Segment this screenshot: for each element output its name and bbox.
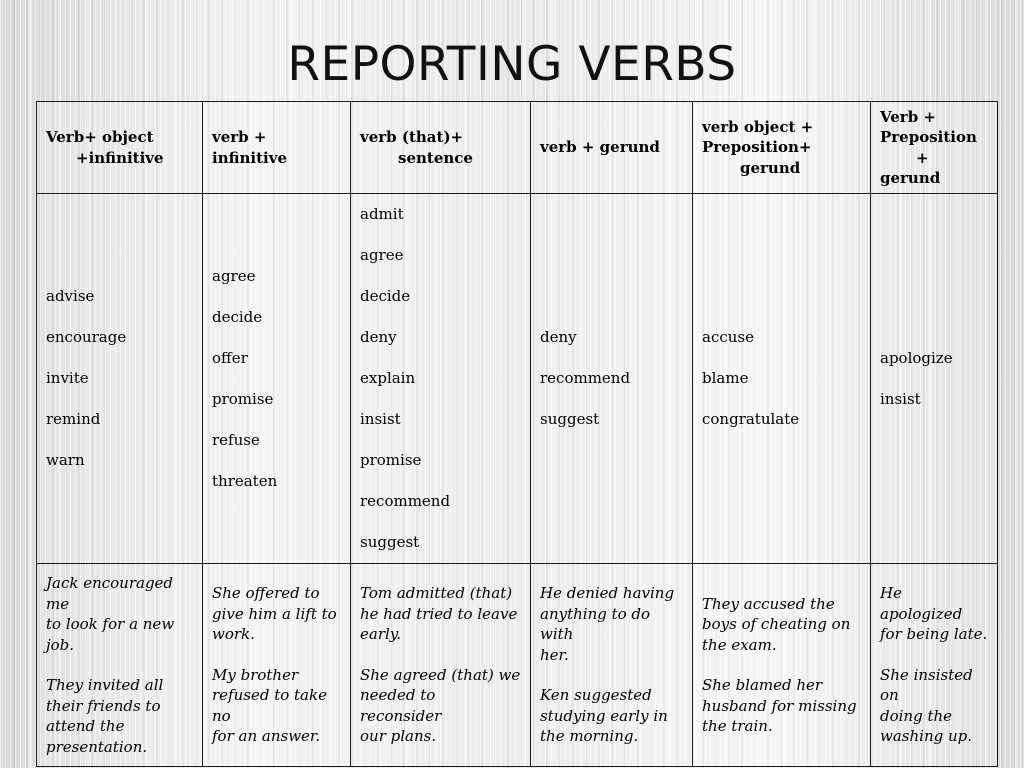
example-cell — [693, 564, 871, 767]
verb-item: accuse — [702, 328, 754, 346]
verbs-cell — [693, 194, 871, 564]
example-line: boys of cheating on — [702, 615, 851, 633]
verb-item: suggest — [360, 533, 420, 551]
example-line: for being late. — [880, 625, 988, 644]
verb-item: congratulate — [702, 410, 800, 428]
example-line: attend the — [46, 717, 125, 735]
example-line: her. — [540, 645, 569, 664]
examples-row — [37, 564, 998, 767]
example-cell — [203, 564, 351, 767]
header-verb-preposition-gerund — [871, 102, 998, 194]
header-line: Verb + — [880, 107, 936, 126]
example-line: They invited all — [46, 676, 164, 694]
example-line: Ken suggested — [540, 686, 652, 705]
example-line: early. — [360, 625, 402, 644]
verbs-cell — [37, 194, 203, 564]
header-line: + — [916, 148, 929, 167]
verb-item: threaten — [212, 471, 278, 490]
example-line: She blamed her — [702, 676, 823, 694]
example-line: their friends to — [46, 696, 161, 715]
example-line: doing the — [880, 706, 953, 725]
example-gap — [540, 665, 683, 685]
example-line: My brother — [212, 665, 299, 684]
verb-item: blame — [702, 369, 749, 387]
header-line: gerund — [740, 158, 801, 177]
verbs-cell — [871, 194, 998, 564]
verb-item: apologize — [880, 348, 953, 367]
example-line: She agreed (that) we — [360, 665, 521, 684]
verb-item: suggest — [540, 410, 600, 428]
verb-item: warn — [46, 451, 85, 469]
header-line: Preposition+ — [702, 138, 812, 157]
header-line: verb (that)+ — [360, 128, 464, 146]
example-line: She offered to — [212, 584, 320, 603]
header-line: verb + gerund — [540, 138, 660, 157]
reporting-verbs-table — [36, 101, 998, 767]
example-line: for an answer. — [212, 727, 321, 746]
verbs-row — [37, 194, 998, 564]
verbs-cell — [351, 194, 531, 564]
example-line: the exam. — [702, 635, 777, 654]
verb-item: invite — [46, 369, 89, 387]
header-line: gerund — [880, 169, 941, 187]
header-verb-object-infinitive — [37, 102, 203, 194]
verb-item: insist — [360, 410, 401, 428]
verb-item: remind — [46, 410, 101, 428]
example-gap — [702, 655, 861, 675]
verbs-cell — [531, 194, 693, 564]
example-line: He denied having — [540, 584, 675, 603]
example-cell — [351, 564, 531, 767]
verb-item: recommend — [360, 492, 451, 510]
example-cell — [531, 564, 693, 767]
example-line: the morning. — [540, 727, 639, 746]
example-line: anything to do with — [540, 604, 651, 644]
header-line: Verb+ object — [46, 128, 154, 146]
verb-item: deny — [360, 328, 397, 346]
example-line: Tom admitted (that) — [360, 584, 513, 603]
example-gap — [880, 645, 988, 665]
verb-item: agree — [360, 246, 404, 264]
verb-item: insist — [880, 389, 921, 408]
header-row — [37, 102, 998, 194]
header-verb-infinitive — [203, 102, 351, 194]
example-line: husband for missing — [702, 696, 857, 715]
header-line: verb + infinitive — [212, 128, 287, 167]
example-line: Jack encouraged me — [46, 574, 174, 613]
example-line: needed to reconsider — [360, 686, 442, 725]
example-line: studying early in — [540, 706, 668, 725]
verb-item: promise — [212, 389, 274, 408]
verb-item: deny — [540, 328, 577, 346]
example-line: They accused the — [702, 594, 835, 613]
header-verb-gerund — [531, 102, 693, 194]
verb-item: offer — [212, 348, 248, 367]
example-gap — [212, 645, 341, 665]
verb-item: agree — [212, 266, 256, 285]
verb-item: encourage — [46, 328, 127, 346]
example-line: the train. — [702, 717, 773, 735]
verbs-cell — [203, 194, 351, 564]
verb-item: admit — [360, 205, 404, 223]
example-line: he had tried to leave — [360, 604, 518, 623]
verb-item: decide — [212, 307, 263, 326]
example-line: work. — [212, 625, 255, 644]
page-title: REPORTING VERBS — [287, 37, 737, 92]
header-line: sentence — [398, 148, 473, 167]
example-line: She insisted on — [880, 665, 973, 705]
header-line: Preposition — [880, 128, 977, 146]
example-line: presentation. — [46, 737, 148, 756]
example-gap — [46, 655, 193, 675]
example-line: give him a lift to — [212, 604, 337, 623]
verb-item: decide — [360, 287, 411, 305]
example-line: job. — [46, 635, 75, 654]
verb-item: advise — [46, 287, 95, 305]
example-cell — [871, 564, 998, 767]
example-line: washing up. — [880, 727, 972, 746]
verb-item: promise — [360, 451, 422, 469]
example-line: our plans. — [360, 727, 437, 746]
example-line: to look for a new — [46, 615, 175, 633]
example-gap — [360, 645, 521, 665]
header-line: verb object + — [702, 117, 814, 136]
example-line: He apologized — [880, 584, 963, 623]
example-line: refused to take no — [212, 686, 327, 725]
verb-item: refuse — [212, 430, 260, 449]
header-verb-object-preposition-gerund — [693, 102, 871, 194]
header-line: +infinitive — [76, 148, 164, 167]
example-cell — [37, 564, 203, 767]
verb-item: explain — [360, 369, 416, 387]
verb-item: recommend — [540, 369, 631, 387]
header-verb-that-sentence — [351, 102, 531, 194]
